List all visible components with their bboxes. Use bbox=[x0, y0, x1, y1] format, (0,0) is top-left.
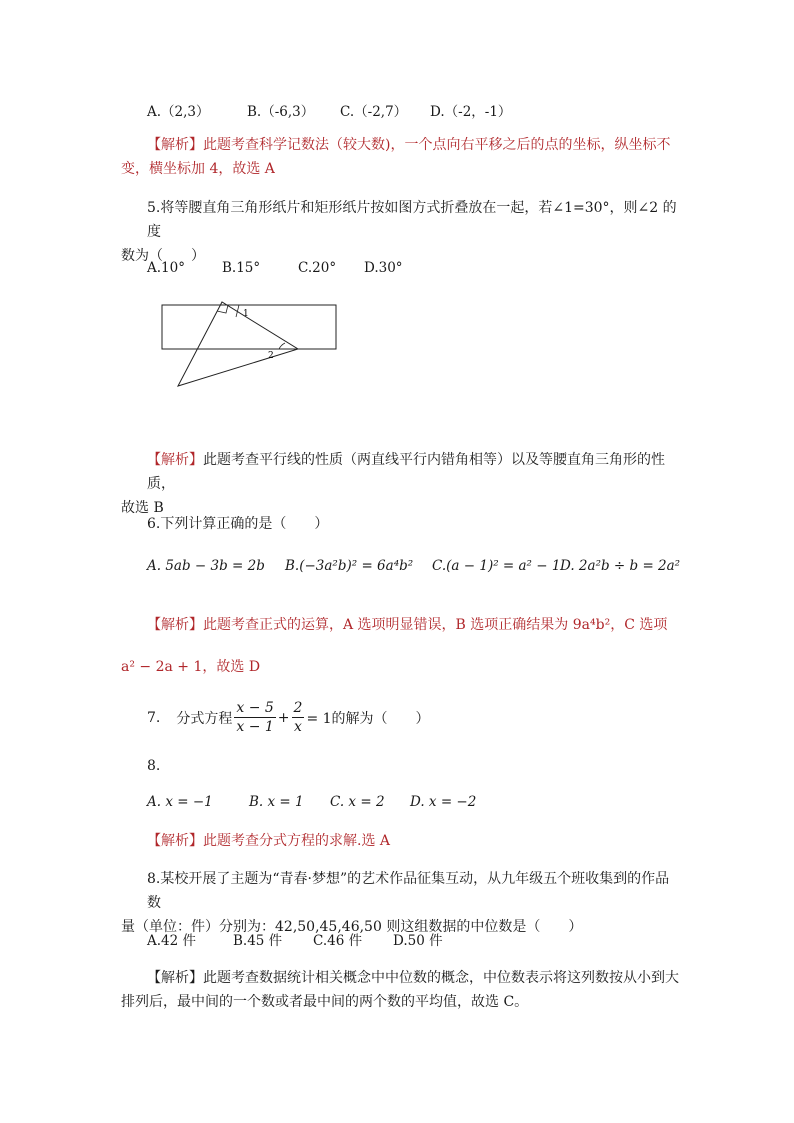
q5-option-a: A.10° bbox=[147, 260, 185, 276]
q8-stem-line2: 量（单位：件）分别为：42,50,45,46,50 则这组数据的中位数是（ ） bbox=[121, 919, 583, 935]
q8-option-c: C.46 件 bbox=[313, 933, 363, 949]
q5-stem-line2: 数为（ ） bbox=[121, 248, 205, 264]
q7-option-d: D. x = −2 bbox=[410, 794, 477, 810]
q7-option-b: B. x = 1 bbox=[249, 794, 304, 810]
rectangle-paper bbox=[162, 305, 336, 349]
analysis-tag: 【解析】 bbox=[147, 617, 203, 633]
q4-analysis-line1: 此题考查科学记数法（较大数)，一个点向右平移之后的点的坐标，纵坐标不 bbox=[203, 137, 671, 153]
q6-option-c: C.(a − 1)² = a² − 1 bbox=[432, 558, 561, 574]
q4-analysis bbox=[121, 133, 681, 181]
q4-option-a: A.（2,3） bbox=[147, 104, 210, 120]
q4-option-b: B.（-6,3） bbox=[247, 104, 315, 120]
triangle-paper bbox=[178, 302, 298, 386]
q4-option-d: D.（-2，-1） bbox=[430, 104, 512, 120]
q8-option-a: A.42 件 bbox=[147, 933, 197, 949]
q5-stem bbox=[121, 196, 681, 268]
q4-analysis-line2: 变，横坐标加 4，故选 A bbox=[121, 161, 275, 177]
q5-analysis bbox=[121, 448, 681, 520]
q6-option-a: A. 5ab − 3b = 2b bbox=[147, 558, 265, 574]
q7-stem-suffix: = 1的解为（ ） bbox=[306, 710, 430, 727]
q6-stem: 6.下列计算正确的是（ ） bbox=[147, 516, 329, 532]
q7-fraction-2-denominator: x bbox=[294, 719, 302, 735]
q7-fraction-1-denominator: x − 1 bbox=[236, 719, 274, 735]
q6-analysis-line2: a² − 2a + 1，故选 D bbox=[121, 659, 261, 675]
q7-stray-number: 8. bbox=[147, 758, 161, 774]
analysis-tag: 【解析】 bbox=[147, 137, 203, 153]
q5-figure bbox=[155, 300, 345, 392]
analysis-tag: 【解析】 bbox=[147, 452, 203, 468]
q8-option-d: D.50 件 bbox=[393, 933, 443, 949]
q6-option-d: D. 2a²b ÷ b = 2a² bbox=[560, 558, 681, 574]
q7-number: 7. bbox=[147, 709, 161, 726]
q7-stem bbox=[147, 699, 430, 736]
q7-fraction-2 bbox=[292, 699, 305, 736]
q7-fraction-2-numerator: 2 bbox=[293, 700, 303, 716]
q8-option-b: B.45 件 bbox=[233, 933, 283, 949]
q5-analysis-line1: 此题考查平行线的性质（两直线平行内错角相等）以及等腰直角三角形的性质， bbox=[147, 452, 665, 492]
q8-stem-line1: 8.某校开展了主题为“青春·梦想”的艺术作品征集互动，从九年级五个班收集到的作品数 bbox=[147, 871, 670, 911]
q7-plus: + bbox=[277, 709, 290, 726]
q6-analysis-line1: 此题考查正式的运算，A 选项明显错误，B 选项正确结果为 9a⁴b²，C 选项 bbox=[203, 617, 668, 633]
q7-fraction-1-numerator: x − 5 bbox=[236, 700, 274, 716]
angle1-label: 1 bbox=[243, 309, 249, 319]
q5-option-b: B.15° bbox=[222, 260, 261, 276]
q8-analysis-line1: 【解析】此题考查数据统计相关概念中中位数的概念，中位数表示将这列数按从小到大 bbox=[147, 970, 679, 986]
q6-analysis bbox=[147, 614, 667, 634]
q7-fraction-1 bbox=[234, 699, 275, 736]
q7-stem-prefix: 分式方程 bbox=[176, 710, 233, 727]
q8-analysis bbox=[121, 966, 681, 1014]
q5-option-d: D.30° bbox=[364, 260, 403, 276]
q8-analysis-line2: 排列后，最中间的一个数或者最中间的两个数的平均值，故选 C。 bbox=[121, 994, 529, 1010]
q6-option-b: B.(−3a²b)² = 6a⁴b² bbox=[285, 558, 414, 574]
q7-option-a: A. x = −1 bbox=[147, 794, 213, 810]
q7-option-c: C. x = 2 bbox=[330, 794, 385, 810]
q7-analysis: 【解析】此题考查分式方程的求解.选 A bbox=[147, 833, 391, 849]
q4-option-c: C.（-2,7） bbox=[340, 104, 408, 120]
q5-option-c: C.20° bbox=[298, 260, 337, 276]
angle2-label: 2 bbox=[268, 351, 274, 361]
q5-analysis-line2: 故选 B bbox=[121, 500, 164, 516]
angle2-arc bbox=[279, 343, 285, 349]
q5-stem-line1: 5.将等腰直角三角形纸片和矩形纸片按如图方式折叠放在一起，若∠1=30°，则∠2 的度 bbox=[147, 200, 677, 240]
